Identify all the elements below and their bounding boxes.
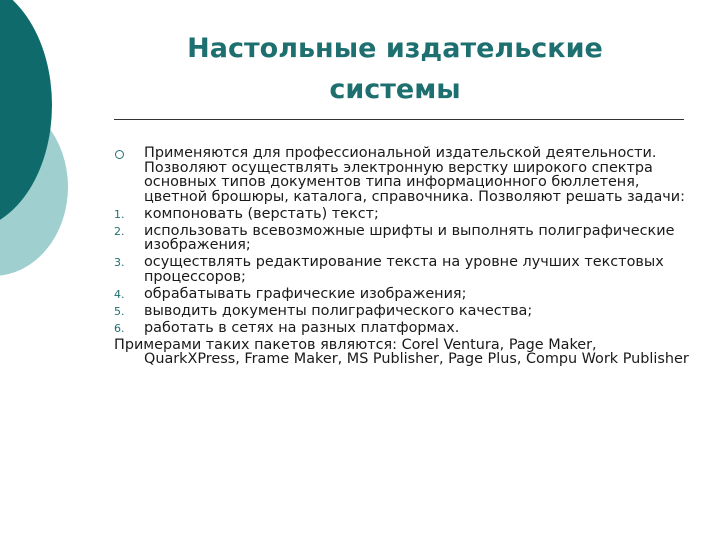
list-item <box>114 287 694 302</box>
list-item-number: 3. <box>114 256 125 270</box>
list-item <box>114 207 694 222</box>
list-item <box>114 224 694 253</box>
list-item-number: 2. <box>114 224 125 238</box>
list-item-text: компоновать (верстать) текст; <box>144 205 379 222</box>
examples-paragraph: Примерами таких пакетов являются: Corel Ventura, Page Maker, QuarkXPress, Frame Maker, MS Publisher, Page Plus, Compu Work Publisher <box>114 336 689 368</box>
list-item-text: использовать всевозможные шрифты и выполнять полиграфические изображения; <box>144 222 675 254</box>
list-item-number: 5. <box>114 304 125 318</box>
bullet-paragraph <box>114 146 694 204</box>
list-item-text: осуществлять редактирование текста на уровне лучших текстовых процессоров; <box>144 254 664 285</box>
ring-bullet-icon <box>115 150 124 159</box>
list-item-text: обрабатывать графические изображения; <box>144 285 467 302</box>
title-divider <box>114 119 684 120</box>
list-item-text: выводить документы полиграфического качества; <box>144 302 533 319</box>
title-line-1: Настольные издательские <box>187 33 603 64</box>
slide-title <box>150 28 640 110</box>
list-item <box>114 321 694 336</box>
bullet-text: Применяются для профессиональной издательской деятельности. Позволяют осуществлять электронную верстку широкого спектра основных типов документов типа информационного бюллетеня, цветной брошюры, каталога, справочника. Позволяют решать задачи: <box>144 145 685 205</box>
list-item <box>114 255 694 284</box>
list-item <box>114 304 694 319</box>
list-item-number: 4. <box>114 287 125 301</box>
list-item-number: 1. <box>114 207 125 221</box>
list-item-number: 6. <box>114 321 125 335</box>
list-item-text: работать в сетях на разных платформах. <box>144 319 460 336</box>
title-line-2: системы <box>329 74 461 105</box>
slide-body <box>114 146 694 367</box>
